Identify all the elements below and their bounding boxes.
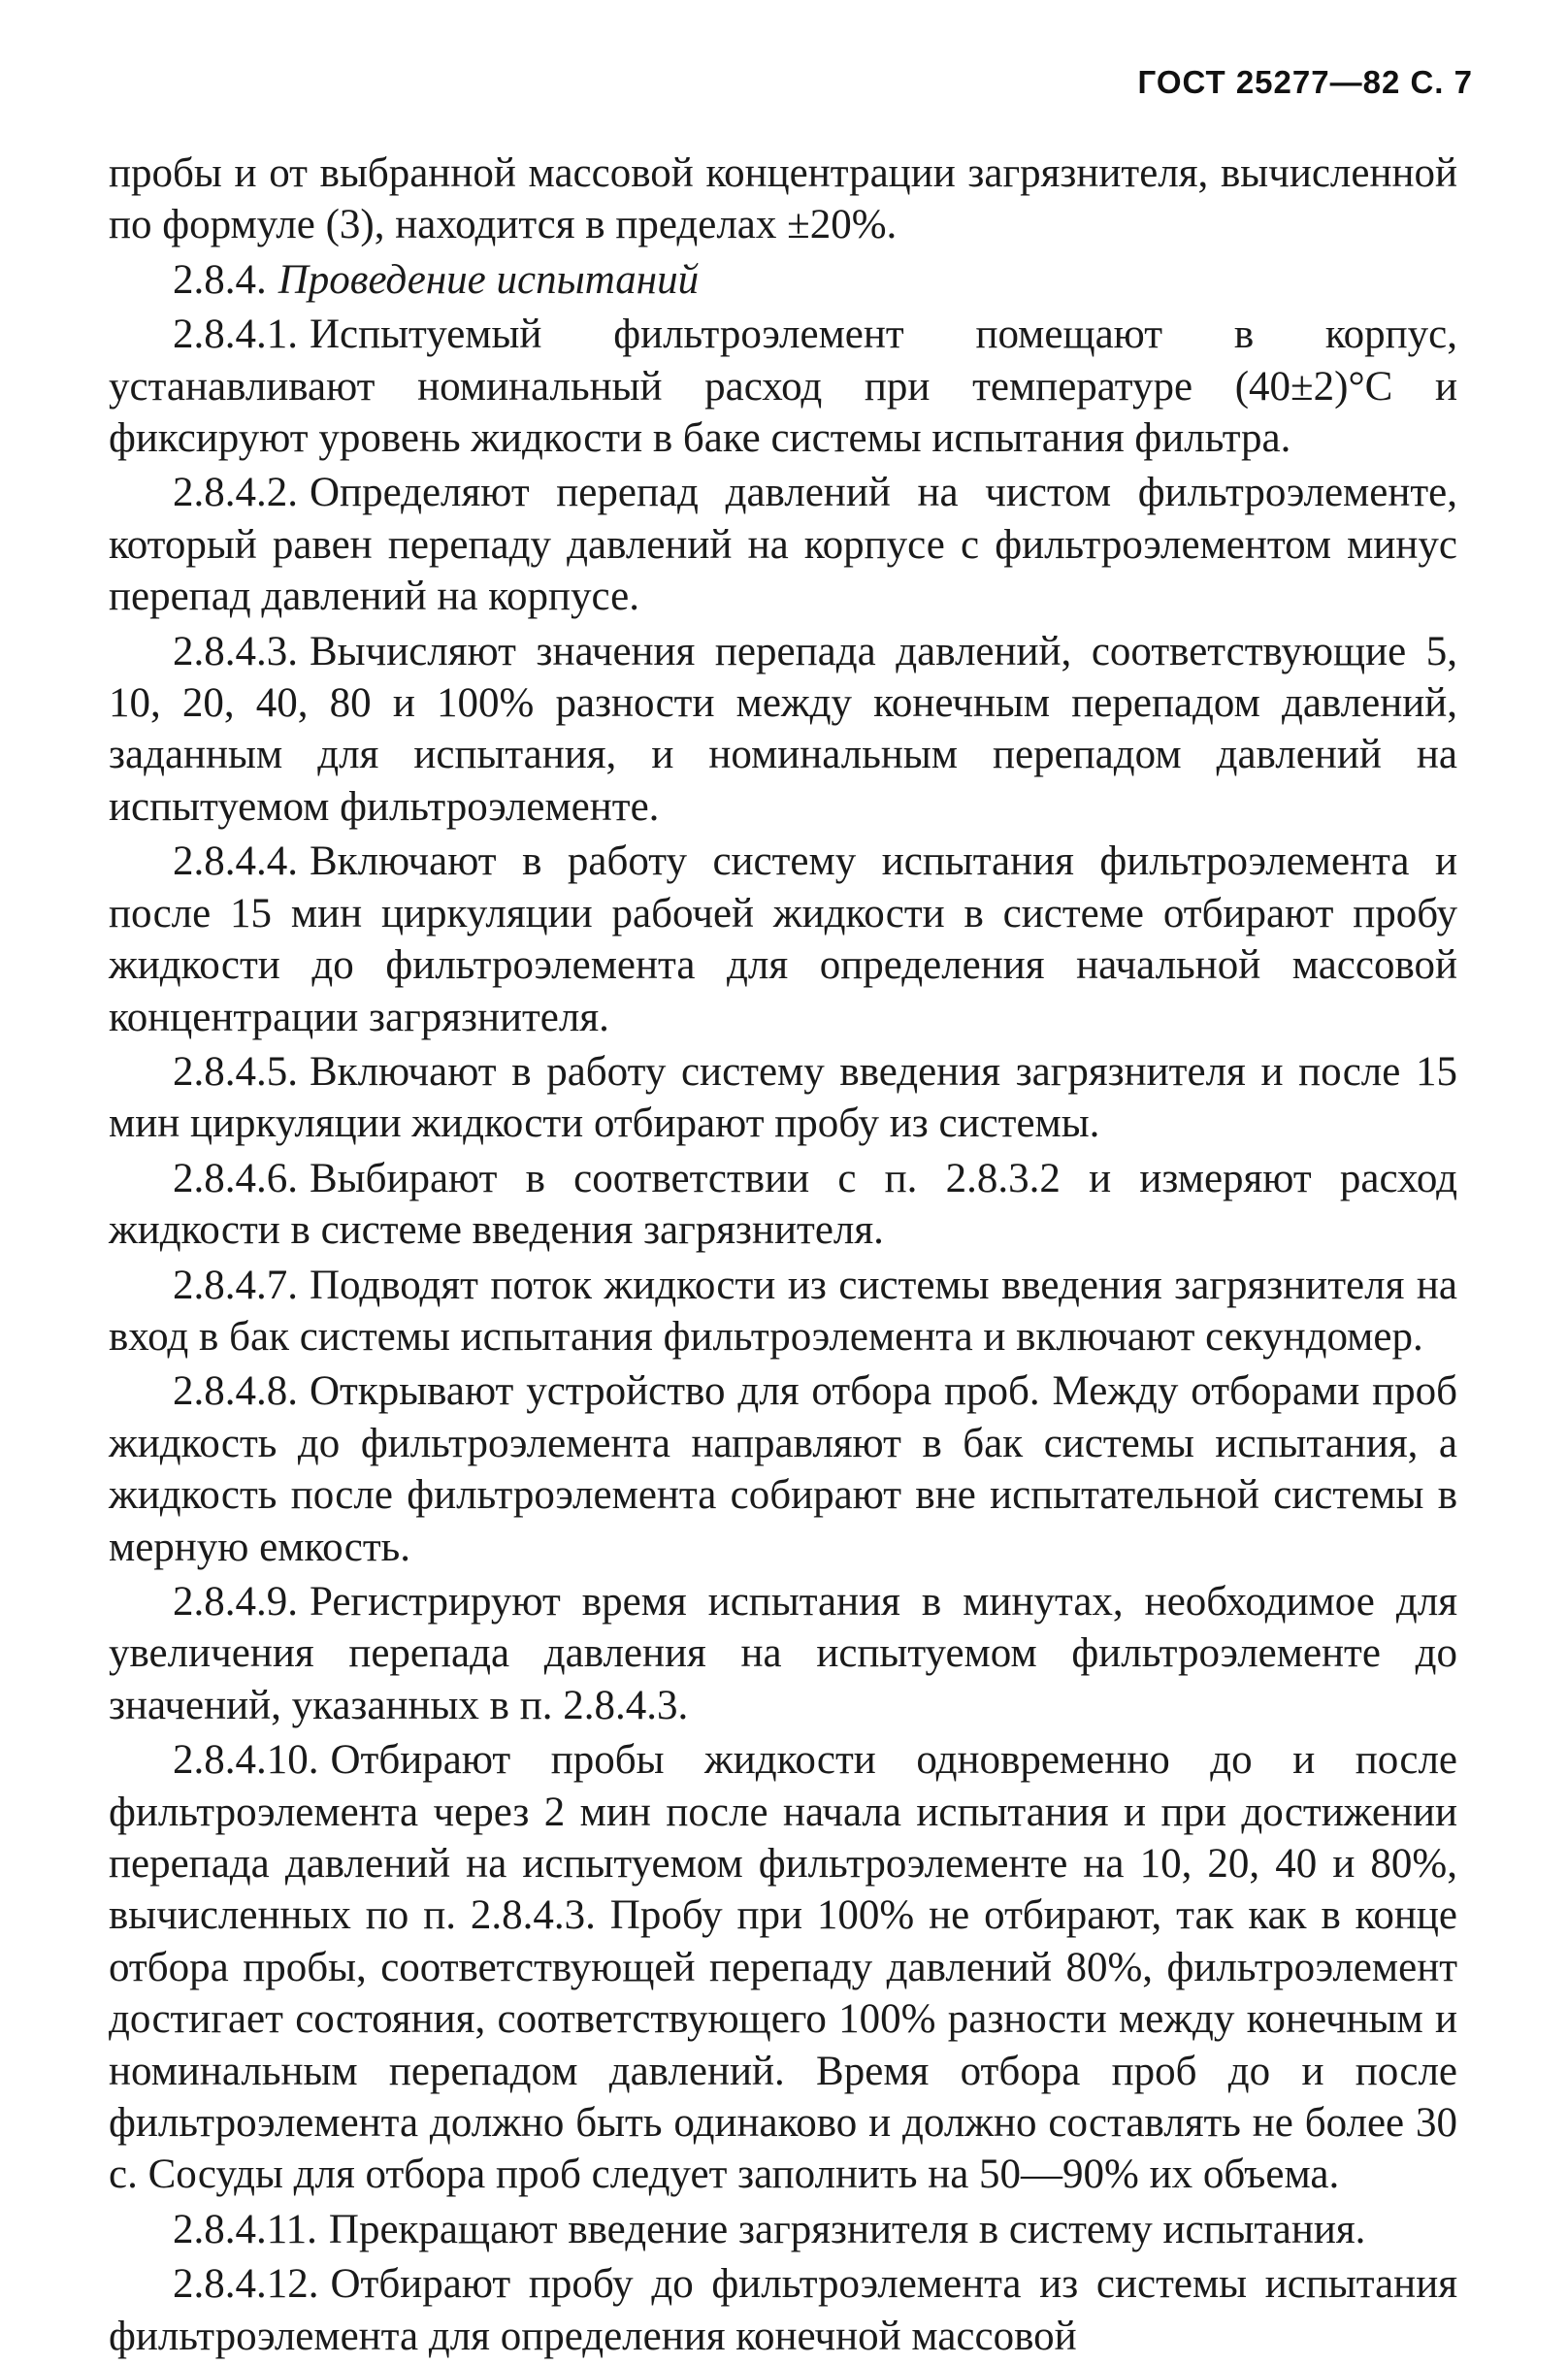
clause-number: 2.8.4.11. [173, 2206, 317, 2252]
clause-text: Подводят поток жидкости из системы введения загрязнителя на вход в бак системы испытания фильтроэлемента и включают секундомер. [109, 1262, 1457, 1360]
clause-2-8-4-3 [109, 626, 1457, 834]
clause-number: 2.8.4.1. [173, 312, 298, 358]
clause-text: Включают в работу систему введения загрязнителя и после 15 мин циркуляции жидкости отбирают пробу из системы. [109, 1048, 1457, 1147]
clause-number: 2.8.4.9. [173, 1578, 298, 1625]
clause-number: 2.8.4.7. [173, 1262, 298, 1308]
clause-text: Выбирают в соответствии с п. 2.8.3.2 и измеряют расход жидкости в системе введения загрязнителя. [109, 1155, 1457, 1254]
section-number: 2.8.4. [173, 256, 267, 303]
clause-2-8-4-12 [109, 2258, 1457, 2362]
clause-text: Включают в работу систему испытания фильтроэлемента и после 15 мин циркуляции рабочей жидкости в системе отбирают пробу жидкости до фильтроэлемента для определения начальной массовой концентрации загрязнителя. [109, 838, 1457, 1040]
clause-number: 2.8.4.2. [173, 470, 298, 516]
running-head: ГОСТ 25277—82 С. 7 [1137, 64, 1473, 100]
clause-text: Отбирают пробы жидкости одновременно до и после фильтроэлемента через 2 мин после начала испытания и при достижении перепада давлений на испытуемом фильтроэлементе на 10, 20, 40 и 80%, вычисленных по п. 2.8.4.3. Пробу при 100% не отбирают, так как в конце отбора пробы, соответствующей перепаду давлений 80%, фильтроэлемент достигает состояния, соответствующего 100% разности между конечным и номинальным перепадом давлений. Время отбора проб до и после фильтроэлемента должно быть одинаково и должно составлять не более 30 с. Сосуды для отбора проб следует заполнить на 50—90% их объема. [109, 1737, 1457, 2198]
clause-2-8-4-11 [109, 2204, 1457, 2255]
clause-2-8-4-5 [109, 1046, 1457, 1150]
section-title: Проведение испытаний [278, 256, 700, 303]
clause-number: 2.8.4.12. [173, 2261, 319, 2308]
paragraph-text: пробы и от выбранной массовой концентрации загрязнителя, вычисленной по формуле (3), находится в пределах ±20%. [109, 150, 1457, 248]
clause-number: 2.8.4.4. [173, 838, 298, 885]
clause-2-8-4-6 [109, 1153, 1457, 1257]
clause-text: Отбирают пробу до фильтроэлемента из системы испытания фильтроэлемента для определения конечной массовой [109, 2261, 1457, 2359]
clause-number: 2.8.4.6. [173, 1155, 298, 1201]
paragraph-continuation [109, 148, 1457, 251]
section-heading [109, 254, 1457, 306]
clause-text: Открывают устройство для отбора проб. Между отборами проб жидкость до фильтроэлемента направляют в бак системы испытания, а жидкость после фильтроэлемента собирают вне испытательной системы в мерную емкость. [109, 1368, 1457, 1570]
clause-2-8-4-2 [109, 467, 1457, 622]
clause-text: Вычисляют значения перепада давлений, соответствующие 5, 10, 20, 40, 80 и 100% разности между конечным перепадом давлений, заданным для испытания, и номинальным перепадом давлений на испытуемом фильтроэлементе. [109, 628, 1457, 830]
clause-2-8-4-10 [109, 1734, 1457, 2201]
clause-2-8-4-4 [109, 836, 1457, 1043]
page-body [109, 148, 1457, 2365]
clause-text: Регистрируют время испытания в минутах, необходимое для увеличения перепада давления на испытуемом фильтроэлементе до значений, указанных в п. 2.8.4.3. [109, 1578, 1457, 1728]
clause-2-8-4-9 [109, 1576, 1457, 1731]
clause-number: 2.8.4.5. [173, 1048, 298, 1095]
clause-2-8-4-7 [109, 1260, 1457, 1363]
clause-2-8-4-1 [109, 309, 1457, 464]
clause-2-8-4-8 [109, 1365, 1457, 1573]
clause-text: Прекращают введение загрязнителя в систему испытания. [328, 2206, 1366, 2252]
clause-number: 2.8.4.8. [173, 1368, 298, 1415]
clause-text: Испытуемый фильтроэлемент помещают в корпус, устанавливают номинальный расход при температуре (40±2)°С и фиксируют уровень жидкости в баке системы испытания фильтра. [109, 312, 1457, 462]
clause-text: Определяют перепад давлений на чистом фильтроэлементе, который равен перепаду давлений на корпусе с фильтроэлементом минус перепад давлений на корпусе. [109, 470, 1457, 620]
clause-number: 2.8.4.10. [173, 1737, 319, 1784]
clause-number: 2.8.4.3. [173, 628, 298, 674]
